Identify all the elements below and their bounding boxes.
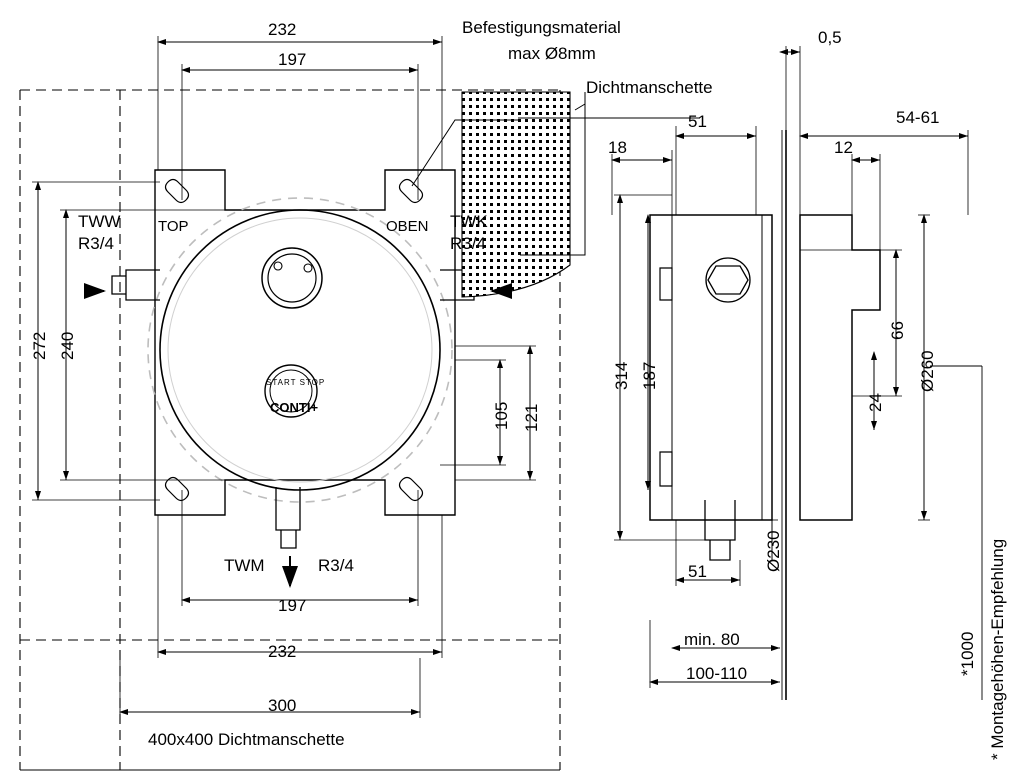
dim-197-top: 197 — [278, 50, 307, 69]
dim-66: 66 — [888, 321, 907, 340]
dim-121: 121 — [522, 403, 541, 432]
dim-0-5: 0,5 — [818, 28, 842, 47]
label-twm: TWM — [224, 556, 265, 575]
callout-fixing: Befestigungsmaterial — [462, 18, 621, 37]
dim-232-bottom: 232 — [268, 642, 297, 661]
dim-100-110: 100-110 — [686, 664, 748, 683]
label-brand: CONTI+ — [270, 400, 319, 415]
dim-12: 12 — [834, 138, 853, 157]
callout-fixing-2: max Ø8mm — [508, 44, 596, 63]
label-mounting-note: * Montagehöhen-Empfehlung — [988, 538, 1007, 760]
label-start-stop: START STOP — [266, 378, 326, 387]
label-seal-bottom: 400x400 Dichtmanschette — [148, 730, 345, 749]
callout-seal: Dichtmanschette — [586, 78, 713, 97]
label-oben-mark: OBEN — [386, 218, 429, 235]
dim-187: 187 — [640, 361, 659, 390]
dim-54-61: 54-61 — [896, 108, 940, 127]
label-top-mark: TOP — [158, 218, 189, 235]
label-twk-thread: R3/4 — [450, 234, 486, 253]
dim-314: 314 — [612, 361, 631, 390]
label-tww: TWW — [78, 212, 121, 231]
dim-240: 240 — [58, 331, 77, 360]
dim-272: 272 — [30, 331, 49, 360]
label-twk: TWK — [450, 212, 488, 231]
dim-51-top: 51 — [688, 112, 707, 131]
dim-24: 24 — [866, 393, 885, 412]
dim-260: Ø260 — [918, 350, 937, 392]
dim-197-bottom: 197 — [278, 596, 307, 615]
label-1000: *1000 — [958, 631, 977, 676]
dim-18: 18 — [608, 138, 627, 157]
dim-min-80: min. 80 — [684, 630, 740, 649]
dim-230: Ø230 — [764, 530, 783, 572]
dim-105: 105 — [492, 401, 511, 430]
dim-232-top: 232 — [268, 20, 297, 39]
label-tww-thread: R3/4 — [78, 234, 114, 253]
dim-51-bottom: 51 — [688, 562, 707, 581]
label-twm-thread: R3/4 — [318, 556, 354, 575]
dim-300: 300 — [268, 696, 297, 715]
